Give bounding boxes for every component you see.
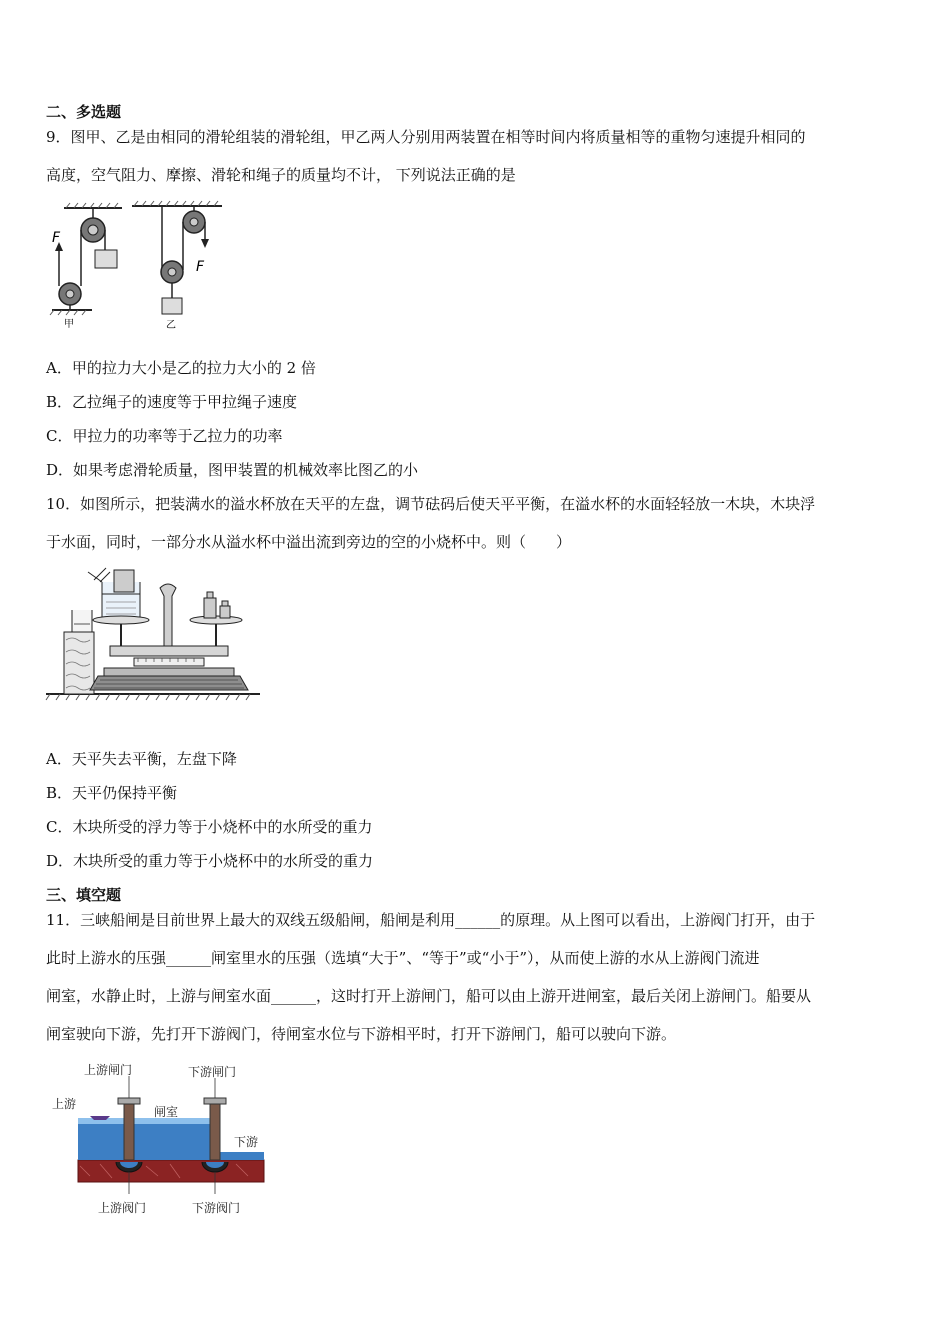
q9-option-c: C．甲拉力的功率等于乙拉力的功率 xyxy=(46,427,283,445)
q9-option-d: D．如果考虑滑轮质量，图甲装置的机械效率比图乙的小 xyxy=(46,461,419,479)
caption-jia: 甲 xyxy=(64,319,74,330)
label-upstream: 上游 xyxy=(52,1097,77,1111)
q11-text-line-2: 此时上游水的压强______闸室里水的压强（选填“大于”、“等于”或“小于”），从而使上游的水从上游阀门流进 xyxy=(46,949,760,967)
pulley-system-jia xyxy=(50,203,122,330)
q11-text-line-3: 闸室，水静止时，上游与闸室水面______，这时打开上游闸门，船可以由上游开进闸室，最后关闭上游闸门。船要从 xyxy=(46,987,812,1005)
q10-option-d: D．木块所受的重力等于小烧杯中的水所受的重力 xyxy=(46,852,374,870)
q9-pulley-figure xyxy=(44,198,234,333)
q11-ship-lock-figure xyxy=(50,1058,280,1220)
label-downstream: 下游 xyxy=(234,1135,259,1149)
q11-text-line-4: 闸室驶向下游，先打开下游阀门，待闸室水位与下游相平时，打开下游闸门，船可以驶向下游。 xyxy=(46,1025,677,1043)
q11-text-line-1: 11．三峡船闸是目前世界上最大的双线五级船闸，船闸是利用______的原理。从上图可以看出，上游阀门打开，由于 xyxy=(46,911,816,929)
label-downstream-gate: 下游闸门 xyxy=(188,1065,237,1079)
section-heading-fill-in: 三、填空题 xyxy=(46,886,122,904)
q9-option-a: A．甲的拉力大小是乙的拉力大小的 2 倍 xyxy=(46,359,316,377)
pulley-system-yi xyxy=(132,201,222,331)
q10-option-a: A．天平失去平衡，左盘下降 xyxy=(46,750,237,768)
label-upstream-valve: 上游阀门 xyxy=(98,1201,147,1215)
q10-option-b: B．天平仍保持平衡 xyxy=(46,784,178,802)
q10-balance-figure xyxy=(44,562,264,704)
section-heading-multiple-choice: 二、多选题 xyxy=(46,103,122,121)
q9-text-line-2: 高度，空气阻力、摩擦、滑轮和绳子的质量均不计， 下列说法正确的是 xyxy=(46,166,516,184)
q10-text-line-1: 10．如图所示，把装满水的溢水杯放在天平的左盘，调节砝码后使天平平衡，在溢水杯的水面轻轻放一木块，木块浮 xyxy=(46,495,816,513)
q10-text-line-2: 于水面，同时，一部分水从溢水杯中溢出流到旁边的空的小烧杯中。则（ ） xyxy=(46,533,572,551)
q9-text-line-1: 9．图甲、乙是由相同的滑轮组装的滑轮组，甲乙两人分别用两装置在相等时间内将质量相等的重物匀速提升相同的 xyxy=(46,128,806,146)
caption-yi: 乙 xyxy=(166,320,176,331)
force-label-f-jia: F xyxy=(52,230,61,246)
label-upstream-gate: 上游闸门 xyxy=(84,1063,133,1077)
label-chamber: 闸室 xyxy=(154,1105,179,1119)
q9-option-b: B．乙拉绳子的速度等于甲拉绳子速度 xyxy=(46,393,298,411)
q10-option-c: C．木块所受的浮力等于小烧杯中的水所受的重力 xyxy=(46,818,373,836)
force-label-f-yi: F xyxy=(196,259,205,275)
label-downstream-valve: 下游阀门 xyxy=(192,1201,241,1215)
